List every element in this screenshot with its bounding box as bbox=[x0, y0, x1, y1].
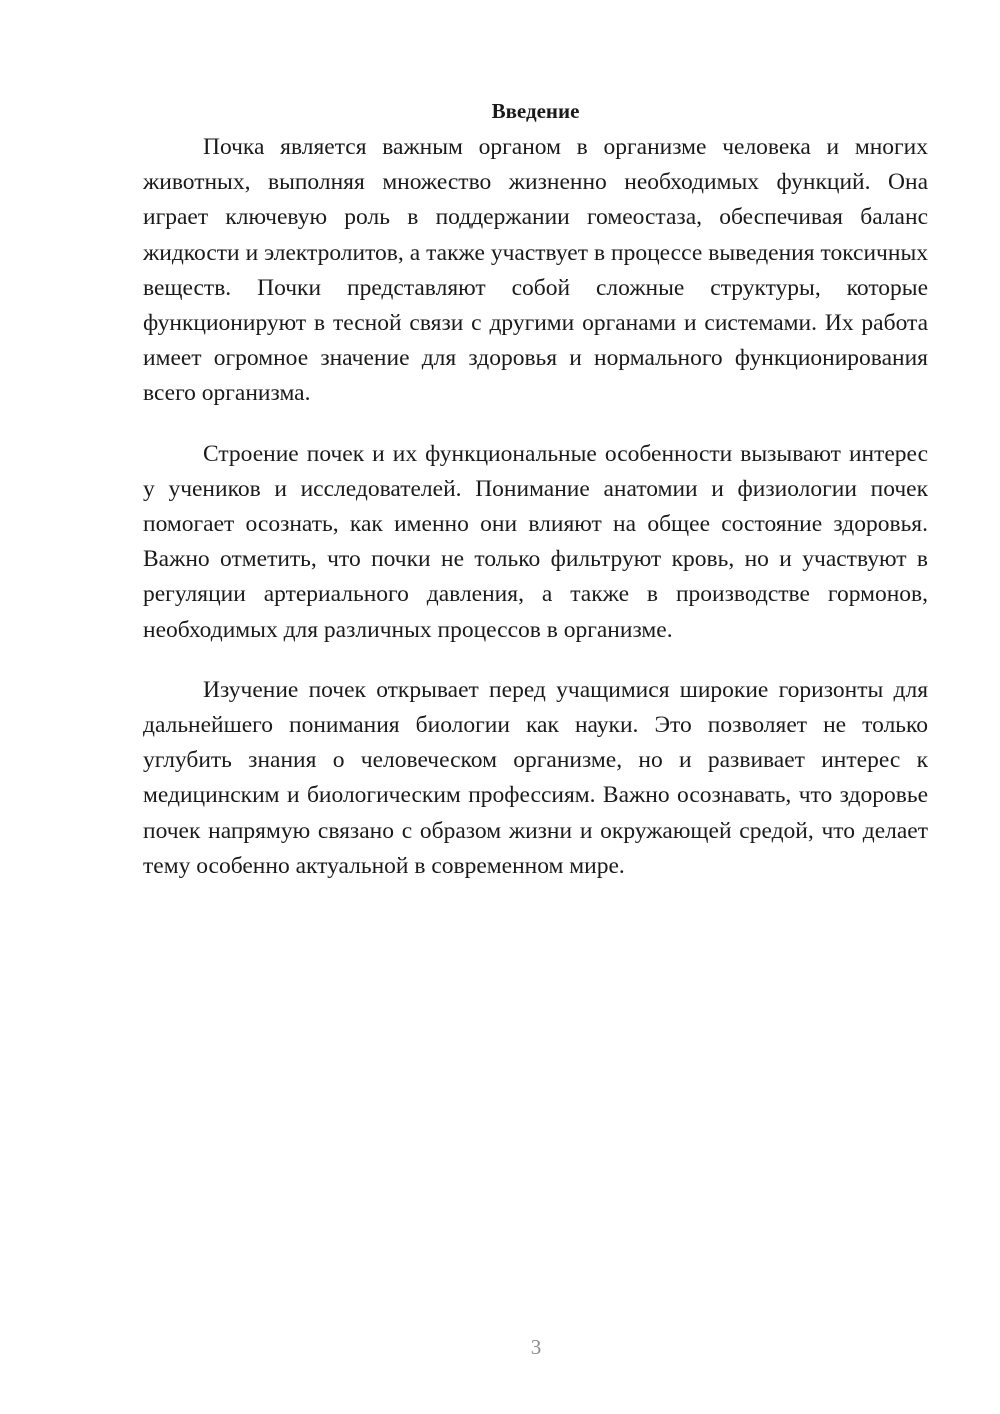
section-title: Введение bbox=[491, 99, 580, 123]
page-content bbox=[143, 96, 928, 909]
page-number: 3 bbox=[530, 1335, 542, 1359]
paragraph-2: Строение почек и их функциональные особенности вызывают интерес у учеников и исследователей. Понимание анатомии и физиологии почек помогает осознать, как именно они влияют на общее состояние здоровья. Важно отметить, что почки не только фильтруют кровь, но и участвуют в регуляции артериального давления, а также в производстве гормонов, необходимых для различных процессов в организме. bbox=[143, 440, 928, 643]
paragraph-3: Изучение почек открывает перед учащимися широкие горизонты для дальнейшего понимания биологии как науки. Это позволяет не только углубить знания о человеческом организме, но и развивает интерес к медицинским и биологическим профессиям. Важно осознавать, что здоровье почек напрямую связано с образом жизни и окружающей средой, что делает тему особенно актуальной в современном мире. bbox=[143, 676, 928, 879]
paragraph-1: Почка является важным органом в организме человека и многих животных, выполняя множество жизненно необходимых функций. Она играет ключевую роль в поддержании гомеостаза, обеспечивая баланс жидкости и электролитов, а также участвует в процессе выведения токсичных веществ. Почки представляют собой сложные структуры, которые функционируют в тесной связи с другими органами и системами. Их работа имеет огромное значение для здоровья и нормального функционирования всего организма. bbox=[143, 134, 928, 407]
